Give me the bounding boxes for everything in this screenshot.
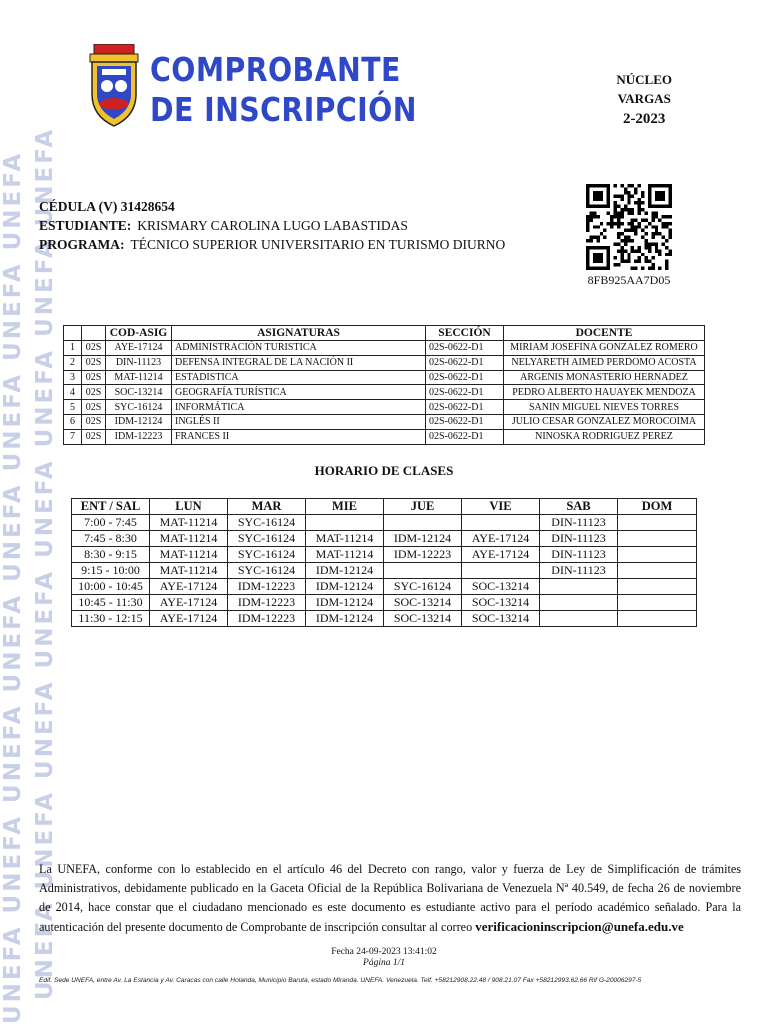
schedule-cell [618, 595, 697, 611]
subject-cell: 02S [82, 414, 106, 429]
subject-cell: SOC-13214 [106, 385, 172, 400]
subject-row [64, 400, 705, 415]
schedule-time-slot: 7:45 - 8:30 [72, 531, 150, 547]
schedule-cell: IDM-12124 [306, 563, 384, 579]
schedule-cell [618, 547, 697, 563]
verification-email: verificacioninscripcion@unefa.edu.ve [475, 919, 684, 934]
schedule-cell: AYE-17124 [150, 611, 228, 627]
subject-row [64, 355, 705, 370]
subject-cell: 02S [82, 400, 106, 415]
subject-cell: FRANCES II [172, 429, 426, 444]
subjects-column-header [82, 326, 106, 341]
subject-cell: MIRIAM JOSEFINA GONZALEZ ROMERO [504, 341, 705, 356]
schedule-cell [540, 611, 618, 627]
document-title [150, 50, 417, 130]
schedule-cell: MAT-11214 [150, 547, 228, 563]
schedule-cell: AYE-17124 [150, 579, 228, 595]
schedule-cell: IDM-12124 [306, 579, 384, 595]
subject-cell: 02S-0622-D1 [426, 370, 504, 385]
subject-cell: SYC-16124 [106, 400, 172, 415]
qr-code-icon [586, 184, 672, 270]
schedule-cell: MAT-11214 [150, 531, 228, 547]
schedule-row [72, 611, 697, 627]
subject-cell: INFORMÁTICA [172, 400, 426, 415]
schedule-cell [618, 611, 697, 627]
subject-cell: 02S [82, 385, 106, 400]
subject-cell: NINOSKA RODRIGUEZ PEREZ [504, 429, 705, 444]
subject-row [64, 429, 705, 444]
schedule-cell: SOC-13214 [462, 611, 540, 627]
subject-cell: JULIO CESAR GONZALEZ MOROCOIMA [504, 414, 705, 429]
schedule-row [72, 531, 697, 547]
program-label: PROGRAMA: [39, 237, 125, 252]
subject-cell: 6 [64, 414, 82, 429]
schedule-cell: DIN-11123 [540, 563, 618, 579]
schedule-cell: MAT-11214 [150, 563, 228, 579]
schedule-cell: SOC-13214 [384, 611, 462, 627]
schedule-cell [462, 515, 540, 531]
subject-cell: IDM-12223 [106, 429, 172, 444]
subject-cell: 3 [64, 370, 82, 385]
subject-cell: IDM-12124 [106, 414, 172, 429]
subject-cell: 2 [64, 355, 82, 370]
schedule-cell: MAT-11214 [306, 531, 384, 547]
subject-cell: MAT-11214 [106, 370, 172, 385]
academic-period: 2-2023 [622, 111, 666, 127]
schedule-cell: IDM-12223 [228, 595, 306, 611]
schedule-cell: AYE-17124 [462, 547, 540, 563]
schedule-day-header: VIE [462, 499, 540, 515]
schedule-day-header: MIE [306, 499, 384, 515]
subjects-column-header: DOCENTE [504, 326, 705, 341]
schedule-day-header: DOM [618, 499, 697, 515]
subject-cell: 02S [82, 341, 106, 356]
schedule-time-slot: 10:45 - 11:30 [72, 595, 150, 611]
schedule-row [72, 595, 697, 611]
schedule-cell: DIN-11123 [540, 515, 618, 531]
subject-cell: 02S [82, 370, 106, 385]
schedule-cell [618, 563, 697, 579]
watermark-column: UNEFA UNEFA UNEFA UNEFA UNEFA UNEFA UNEFA UNEFA [32, 126, 58, 1000]
unefa-shield-logo [88, 44, 140, 128]
schedule-cell [618, 531, 697, 547]
subject-cell: ARGENIS MONASTERIO HERNADEZ [504, 370, 705, 385]
schedule-cell: IDM-12124 [306, 611, 384, 627]
schedule-cell: SYC-16124 [228, 515, 306, 531]
subjects-column-header: COD-ASIG [106, 326, 172, 341]
schedule-cell: MAT-11214 [150, 515, 228, 531]
subject-cell: INGLÉS II [172, 414, 426, 429]
subject-cell: 02S-0622-D1 [426, 400, 504, 415]
subjects-column-header [64, 326, 82, 341]
schedule-cell: MAT-11214 [306, 547, 384, 563]
schedule-cell: SOC-13214 [462, 595, 540, 611]
title-line-1: COMPROBANTE [150, 50, 401, 89]
schedule-row [72, 515, 697, 531]
subject-cell: PEDRO ALBERTO HAUAYEK MENDOZA [504, 385, 705, 400]
title-line-2: DE INSCRIPCIÓN [150, 90, 417, 129]
schedule-cell: SYC-16124 [384, 579, 462, 595]
subject-cell: ESTADISTICA [172, 370, 426, 385]
schedule-row [72, 563, 697, 579]
student-label: ESTUDIANTE: [39, 218, 132, 233]
schedule-cell: IDM-12124 [306, 595, 384, 611]
schedule-table [71, 498, 697, 627]
subject-cell: 5 [64, 400, 82, 415]
subject-cell: NELYARETH AIMED PERDOMO ACOSTA [504, 355, 705, 370]
student-info [39, 197, 505, 254]
schedule-time-slot: 11:30 - 12:15 [72, 611, 150, 627]
schedule-cell [384, 515, 462, 531]
schedule-row [72, 579, 697, 595]
subjects-column-header: SECCIÓN [426, 326, 504, 341]
subject-cell: ADMINISTRACIÓN TURISTICA [172, 341, 426, 356]
schedule-cell [618, 515, 697, 531]
schedule-day-header: MAR [228, 499, 306, 515]
subject-row [64, 385, 705, 400]
footer-address: Edif. Sede UNEFA, entre Av. La Estancia y Av. Caracas con calle Holanda, Municipio Baruta, estado Miranda. UNEFA. Venezuela. Telf. +58212908.22.48 / 908.21.07 Fax +58212993.62.66 Rif G-20006297-5 [39, 977, 642, 984]
schedule-cell [306, 515, 384, 531]
subject-cell: 02S [82, 355, 106, 370]
schedule-cell: SYC-16124 [228, 531, 306, 547]
subjects-column-header: ASIGNATURAS [172, 326, 426, 341]
schedule-time-slot: 9:15 - 10:00 [72, 563, 150, 579]
schedule-cell: IDM-12223 [228, 579, 306, 595]
print-date: Fecha 24-09-2023 13:41:02 [331, 947, 437, 957]
schedule-cell [618, 579, 697, 595]
schedule-cell [462, 563, 540, 579]
subject-row [64, 341, 705, 356]
schedule-cell: AYE-17124 [462, 531, 540, 547]
schedule-time-slot: 8:30 - 9:15 [72, 547, 150, 563]
schedule-row [72, 547, 697, 563]
cedula: CÉDULA (V) 31428654 [39, 199, 175, 214]
legal-statement [39, 860, 741, 937]
schedule-day-header: JUE [384, 499, 462, 515]
subject-cell: 1 [64, 341, 82, 356]
subject-cell: 02S-0622-D1 [426, 414, 504, 429]
subject-cell: GEOGRAFÍA TURÍSTICA [172, 385, 426, 400]
schedule-cell [384, 563, 462, 579]
subject-cell: SANIN MIGUEL NIEVES TORRES [504, 400, 705, 415]
schedule-cell: IDM-12124 [384, 531, 462, 547]
schedule-cell [540, 595, 618, 611]
subject-cell: 02S-0622-D1 [426, 355, 504, 370]
subject-cell: AYE-17124 [106, 341, 172, 356]
schedule-cell: SYC-16124 [228, 547, 306, 563]
subject-cell: 02S-0622-D1 [426, 341, 504, 356]
nucleo-name: VARGAS [617, 91, 671, 106]
schedule-cell: IDM-12223 [228, 611, 306, 627]
page-number: Página 1/1 [363, 958, 405, 968]
subject-cell: 02S-0622-D1 [426, 385, 504, 400]
schedule-day-header: ENT / SAL [72, 499, 150, 515]
student-name: KRISMARY CAROLINA LUGO LABASTIDAS [137, 218, 408, 233]
subject-row [64, 414, 705, 429]
print-date-block [0, 947, 768, 969]
subject-cell: 7 [64, 429, 82, 444]
schedule-cell: SOC-13214 [384, 595, 462, 611]
legal-text: La UNEFA, conforme con lo establecido en el artículo 46 del Decreto con rango, valor y fuerza de Ley de Simplificación de trámites Administrativos, debidamente publicado en la Gaceta Oficial de la República Bolivariana de Venezuela Nª 40.549, de fecha 26 de noviembre de 2014, hace constar que el ciudadano mencionado es este documento es estudiante activo para el período académico señalado. Para la autenticación del presente documento de Comprobante de inscripción consultar al correo [39, 862, 741, 934]
schedule-cell: IDM-12223 [384, 547, 462, 563]
schedule-day-header: SAB [540, 499, 618, 515]
subject-cell: DEFENSA INTEGRAL DE LA NACIÓN II [172, 355, 426, 370]
schedule-cell: DIN-11123 [540, 547, 618, 563]
nucleo-label: NÚCLEO [616, 72, 672, 87]
schedule-cell: SOC-13214 [462, 579, 540, 595]
schedule-cell: DIN-11123 [540, 531, 618, 547]
schedule-title: HORARIO DE CLASES [314, 463, 454, 478]
subjects-table [63, 325, 705, 445]
nucleo-block [616, 70, 672, 130]
subject-cell: 02S-0622-D1 [426, 429, 504, 444]
schedule-day-header: LUN [150, 499, 228, 515]
schedule-cell: AYE-17124 [150, 595, 228, 611]
subject-cell: 02S [82, 429, 106, 444]
program-name: TÉCNICO SUPERIOR UNIVERSITARIO EN TURISMO DIURNO [130, 237, 506, 252]
schedule-cell: SYC-16124 [228, 563, 306, 579]
subject-cell: 4 [64, 385, 82, 400]
schedule-time-slot: 7:00 - 7:45 [72, 515, 150, 531]
subject-cell: DIN-11123 [106, 355, 172, 370]
watermark-column: UNEFA UNEFA UNEFA UNEFA UNEFA UNEFA UNEFA UNEFA [0, 150, 26, 1024]
schedule-time-slot: 10:00 - 10:45 [72, 579, 150, 595]
qr-code-text: 8FB925AA7D05 [587, 273, 671, 287]
subject-row [64, 370, 705, 385]
schedule-cell [540, 579, 618, 595]
